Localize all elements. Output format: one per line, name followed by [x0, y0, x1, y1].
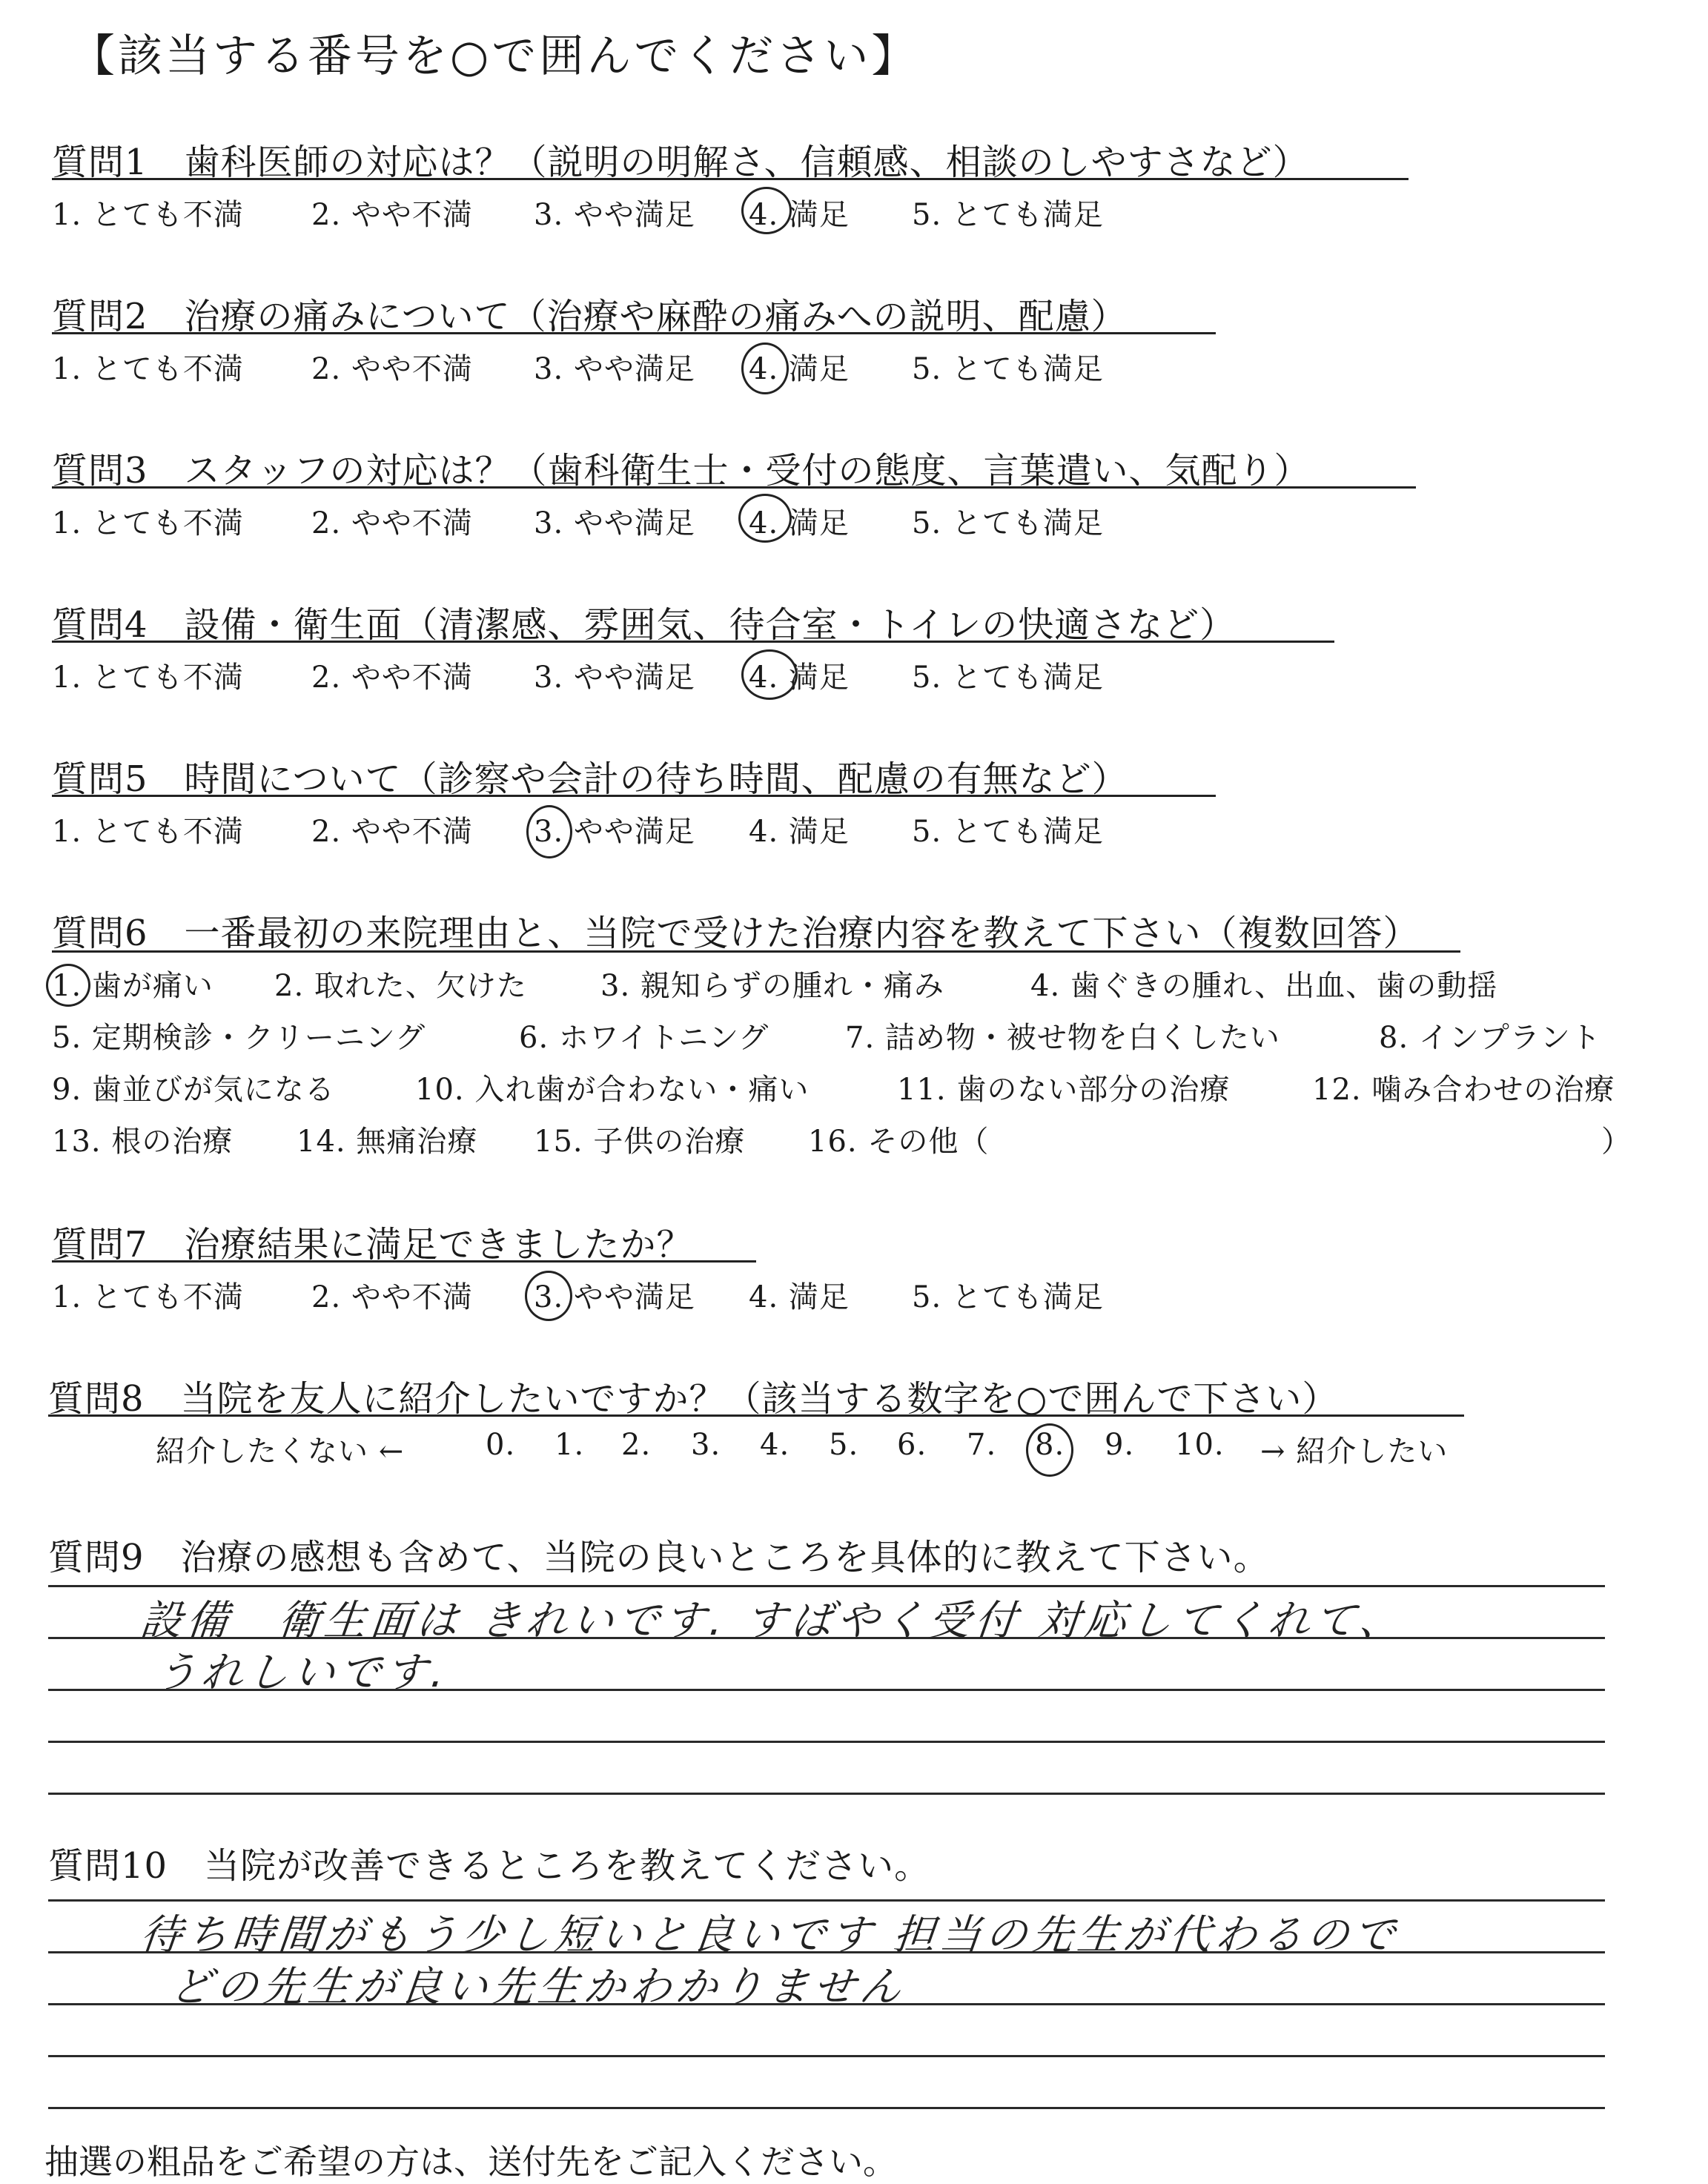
q8-scale-5[interactable]: 5. [829, 1428, 859, 1462]
question-2-label: 質問2 治療の痛みについて（治療や麻酔の痛みへの説明、配慮） [52, 296, 1128, 337]
question-4-underline [52, 641, 1334, 643]
q6-option-14[interactable]: 14. 無痛治療 [297, 1125, 478, 1159]
q5-option-3[interactable]: 3. やや満足 [534, 815, 695, 849]
question-9-label: 質問9 治療の感想も含めて、当院の良いところを具体的に教えて下さい。 [48, 1537, 1270, 1578]
q6-option-3[interactable]: 3. 親知らずの腫れ・痛み [600, 969, 944, 1003]
page-title: 【該当する番号を○で囲んでください】 [70, 30, 919, 82]
q7-option-1[interactable]: 1. とても不満 [52, 1280, 244, 1314]
q6-option-4[interactable]: 4. 歯ぐきの腫れ、出血、歯の動揺 [1030, 969, 1498, 1003]
q4-option-4[interactable]: 4. 満足 [749, 661, 850, 695]
question-3-underline [52, 486, 1416, 489]
q5-option-2[interactable]: 2. やや不満 [311, 815, 473, 849]
q3-option-1[interactable]: 1. とても不満 [52, 506, 244, 540]
q6-option-13[interactable]: 13. 根の治療 [52, 1125, 234, 1159]
q8-right-label: → 紹介したい [1260, 1435, 1449, 1469]
q8-scale-6[interactable]: 6. [897, 1428, 927, 1462]
q8-scale-1[interactable]: 1. [555, 1428, 585, 1462]
q8-scale-2[interactable]: 2. [621, 1428, 652, 1462]
q8-left-label: 紹介したくない ← [156, 1435, 405, 1469]
q6-option-2[interactable]: 2. 取れた、欠けた [274, 969, 527, 1003]
question-3-label: 質問3 スタッフの対応は？（歯科衛生士・受付の態度、言葉遣い、気配り） [52, 450, 1311, 492]
q3-option-3[interactable]: 3. やや満足 [534, 506, 695, 540]
q3-option-4[interactable]: 4. 満足 [749, 506, 850, 540]
q8-scale-4[interactable]: 4. [760, 1428, 790, 1462]
q10-answer-rule [48, 2107, 1605, 2109]
q1-option-5[interactable]: 5. とても満足 [912, 198, 1104, 232]
q6-option-11[interactable]: 11. 歯のない部分の治療 [897, 1073, 1231, 1107]
question-8-label: 質問8 当院を友人に紹介したいですか？（該当する数字を○で囲んで下さい） [48, 1378, 1339, 1420]
q9-answer-rule [48, 1585, 1605, 1587]
q1-selection-circle [741, 187, 792, 234]
q7-option-3[interactable]: 3. やや満足 [534, 1280, 695, 1314]
q6-other-close-paren: ） [1601, 1125, 1632, 1159]
q5-option-1[interactable]: 1. とても不満 [52, 815, 244, 849]
question-7-underline [52, 1260, 756, 1263]
q10-answer-rule [48, 1899, 1605, 1902]
q8-scale-0[interactable]: 0. [486, 1428, 516, 1462]
q1-option-3[interactable]: 3. やや満足 [534, 198, 695, 232]
q3-option-5[interactable]: 5. とても満足 [912, 506, 1104, 540]
question-5-label: 質問5 時間について（診察や会計の待ち時間、配慮の有無など） [52, 758, 1128, 800]
question-6-label: 質問6 一番最初の来院理由と、当院で受けた治療内容を教えて下さい（複数回答） [52, 913, 1420, 954]
q4-option-2[interactable]: 2. やや不満 [311, 661, 473, 695]
q6-selection-circle [46, 964, 90, 1007]
question-1-label: 質問1 歯科医師の対応は？（説明の明解さ、信頼感、相談のしやすさなど） [52, 142, 1309, 183]
q4-selection-circle [741, 649, 798, 700]
q3-option-2[interactable]: 2. やや不満 [311, 506, 473, 540]
question-5-underline [52, 795, 1216, 797]
q6-option-15[interactable]: 15. 子供の治療 [534, 1125, 746, 1159]
q6-option-5[interactable]: 5. 定期検診・クリーニング [52, 1021, 426, 1055]
question-7-label: 質問7 治療結果に満足できましたか？ [52, 1224, 693, 1265]
q8-selection-circle [1026, 1423, 1073, 1477]
q4-option-1[interactable]: 1. とても不満 [52, 661, 244, 695]
q6-option-6[interactable]: 6. ホワイトニング [519, 1021, 769, 1055]
q2-selection-circle [741, 343, 789, 394]
q10-handwritten-answer-line-2: どの先生が良い先生かわかりません [168, 1963, 908, 2011]
q1-option-1[interactable]: 1. とても不満 [52, 198, 244, 232]
question-10-label: 質問10 当院が改善できるところを教えてください。 [48, 1845, 931, 1887]
q7-option-5[interactable]: 5. とても満足 [912, 1280, 1104, 1314]
q4-option-3[interactable]: 3. やや満足 [534, 661, 695, 695]
q5-option-4[interactable]: 4. 満足 [749, 815, 850, 849]
q8-scale-7[interactable]: 7. [967, 1428, 997, 1462]
q8-scale-8[interactable]: 8. [1035, 1428, 1065, 1462]
footer-note: 抽選の粗品をご希望の方は、送付先をご記入ください。 [44, 2142, 897, 2182]
q9-answer-rule [48, 1793, 1605, 1795]
question-8-underline [48, 1414, 1464, 1417]
q2-option-2[interactable]: 2. やや不満 [311, 352, 473, 386]
q2-option-5[interactable]: 5. とても満足 [912, 352, 1104, 386]
q10-answer-rule [48, 2055, 1605, 2057]
q7-option-4[interactable]: 4. 満足 [749, 1280, 850, 1314]
q1-option-2[interactable]: 2. やや不満 [311, 198, 473, 232]
q6-option-1[interactable]: 1. 歯が痛い [52, 969, 214, 1003]
q4-option-5[interactable]: 5. とても満足 [912, 661, 1104, 695]
q2-option-1[interactable]: 1. とても不満 [52, 352, 244, 386]
q7-selection-circle [525, 1271, 572, 1321]
q8-scale-9[interactable]: 9. [1105, 1428, 1135, 1462]
q1-option-4[interactable]: 4. 満足 [749, 198, 850, 232]
question-2-underline [52, 332, 1216, 334]
q10-handwritten-answer-line-1: 待ち時間がもう少し短いと良いです 担当の先生が代わるので [138, 1911, 1402, 1959]
q8-scale-10[interactable]: 10. [1175, 1428, 1225, 1462]
question-4-label: 質問4 設備・衛生面（清潔感、雰囲気、待合室・トイレの快適さなど） [52, 604, 1237, 646]
q5-option-5[interactable]: 5. とても満足 [912, 815, 1104, 849]
q6-option-10[interactable]: 10. 入れ歯が合わない・痛い [415, 1073, 810, 1107]
q5-selection-circle [526, 805, 572, 858]
question-1-underline [52, 178, 1409, 180]
q9-handwritten-answer-line-2: うれしいです. [153, 1649, 451, 1697]
q6-option-9[interactable]: 9. 歯並びが気になる [52, 1073, 335, 1107]
q3-selection-circle [738, 494, 792, 543]
q6-option-8[interactable]: 8. インプラント [1379, 1021, 1601, 1055]
q2-option-4[interactable]: 4. 満足 [749, 352, 850, 386]
q9-handwritten-answer-line-1: 設備 衛生面は きれいです. すばやく受付 対応してくれて、 [138, 1597, 1409, 1645]
q2-option-3[interactable]: 3. やや満足 [534, 352, 695, 386]
q8-scale-3[interactable]: 3. [691, 1428, 721, 1462]
q7-option-2[interactable]: 2. やや不満 [311, 1280, 473, 1314]
q9-answer-rule [48, 1741, 1605, 1743]
q6-option-12[interactable]: 12. 噛み合わせの治療 [1312, 1073, 1615, 1107]
q6-option-7[interactable]: 7. 詰め物・被せ物を白くしたい [845, 1021, 1280, 1055]
q6-option-16-other[interactable]: 16. その他（ [808, 1125, 990, 1159]
question-6-underline [52, 950, 1460, 953]
